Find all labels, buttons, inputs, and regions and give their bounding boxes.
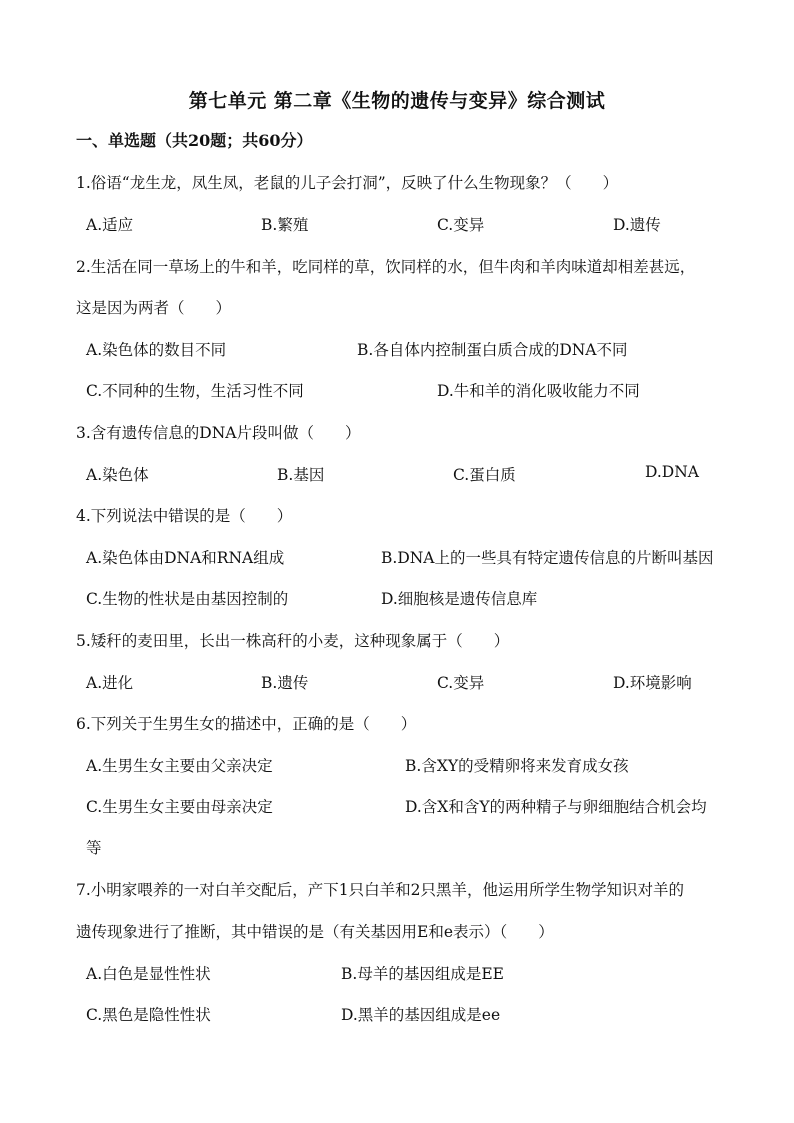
q3-option-c: C.蛋白质 <box>453 466 516 484</box>
q1-option-b: B.繁殖 <box>261 216 309 234</box>
q4-option-c: C.生物的性状是由基因控制的 <box>86 590 289 608</box>
q4-option-a: A.染色体由DNA和RNA组成 <box>86 549 285 567</box>
q6-option-c: C.生男生女主要由母亲决定 <box>86 798 273 816</box>
q5-option-a: A.进化 <box>86 674 134 692</box>
question-3-stem: 3.含有遗传信息的DNA片段叫做（ ） <box>76 424 361 442</box>
q3-option-a: A.染色体 <box>86 466 149 484</box>
q1-option-d: D.遗传 <box>613 216 661 234</box>
q3-option-d: D.DNA <box>645 463 699 481</box>
q7-option-b: B.母羊的基因组成是EE <box>341 965 504 983</box>
section-heading: 一、单选题（共20题；共60分） <box>76 131 313 150</box>
q1-option-a: A.适应 <box>86 216 134 234</box>
q7-option-d: D.黑羊的基因组成是ee <box>341 1006 501 1024</box>
q2-option-d: D.牛和羊的消化吸收能力不同 <box>437 382 640 400</box>
q4-option-b: B.DNA上的一些具有特定遗传信息的片断叫基因 <box>381 549 714 567</box>
question-5-stem: 5.矮秆的麦田里，长出一株高秆的小麦，这种现象属于（ ） <box>76 632 510 650</box>
q5-option-d: D.环境影响 <box>613 674 692 692</box>
q5-option-b: B.遗传 <box>261 674 309 692</box>
question-2-stem-line-2: 这是因为两者（ ） <box>76 299 232 317</box>
question-6-stem: 6.下列关于生男生女的描述中，正确的是（ ） <box>76 715 417 733</box>
question-4-stem: 4.下列说法中错误的是（ ） <box>76 507 293 525</box>
q1-option-c: C.变异 <box>437 216 485 234</box>
q2-option-c: C.不同种的生物，生活习性不同 <box>86 382 304 400</box>
q6-option-a: A.生男生女主要由父亲决定 <box>86 757 273 775</box>
question-7-stem-line-2: 遗传现象进行了推断，其中错误的是（有关基因用E和e表示）（ ） <box>76 923 554 941</box>
q7-option-a: A.白色是显性性状 <box>86 965 211 983</box>
question-1-stem: 1.俗语“龙生龙，凤生凤，老鼠的儿子会打洞”，反映了什么生物现象？（ ） <box>76 174 619 192</box>
q2-option-b: B.各自体内控制蛋白质合成的DNA不同 <box>357 341 628 359</box>
q6-option-d-continued: 等 <box>86 839 102 857</box>
q4-option-d: D.细胞核是遗传信息库 <box>381 590 538 608</box>
exam-title: 第七单元 第二章《生物的遗传与变异》综合测试 <box>188 90 606 112</box>
q6-option-d: D.含X和含Y的两种精子与卵细胞结合机会均 <box>405 798 707 816</box>
question-7-stem-line-1: 7.小明家喂养的一对白羊交配后，产下1只白羊和2只黑羊，他运用所学生物学知识对羊的 <box>76 881 685 899</box>
q7-option-c: C.黑色是隐性性状 <box>86 1006 211 1024</box>
q6-option-b: B.含XY的受精卵将来发育成女孩 <box>405 757 629 775</box>
q2-option-a: A.染色体的数目不同 <box>86 341 227 359</box>
question-2-stem-line-1: 2.生活在同一草场上的牛和羊，吃同样的草，饮同样的水，但牛肉和羊肉味道却相差甚远， <box>76 258 696 276</box>
q3-option-b: B.基因 <box>277 466 325 484</box>
q5-option-c: C.变异 <box>437 674 485 692</box>
